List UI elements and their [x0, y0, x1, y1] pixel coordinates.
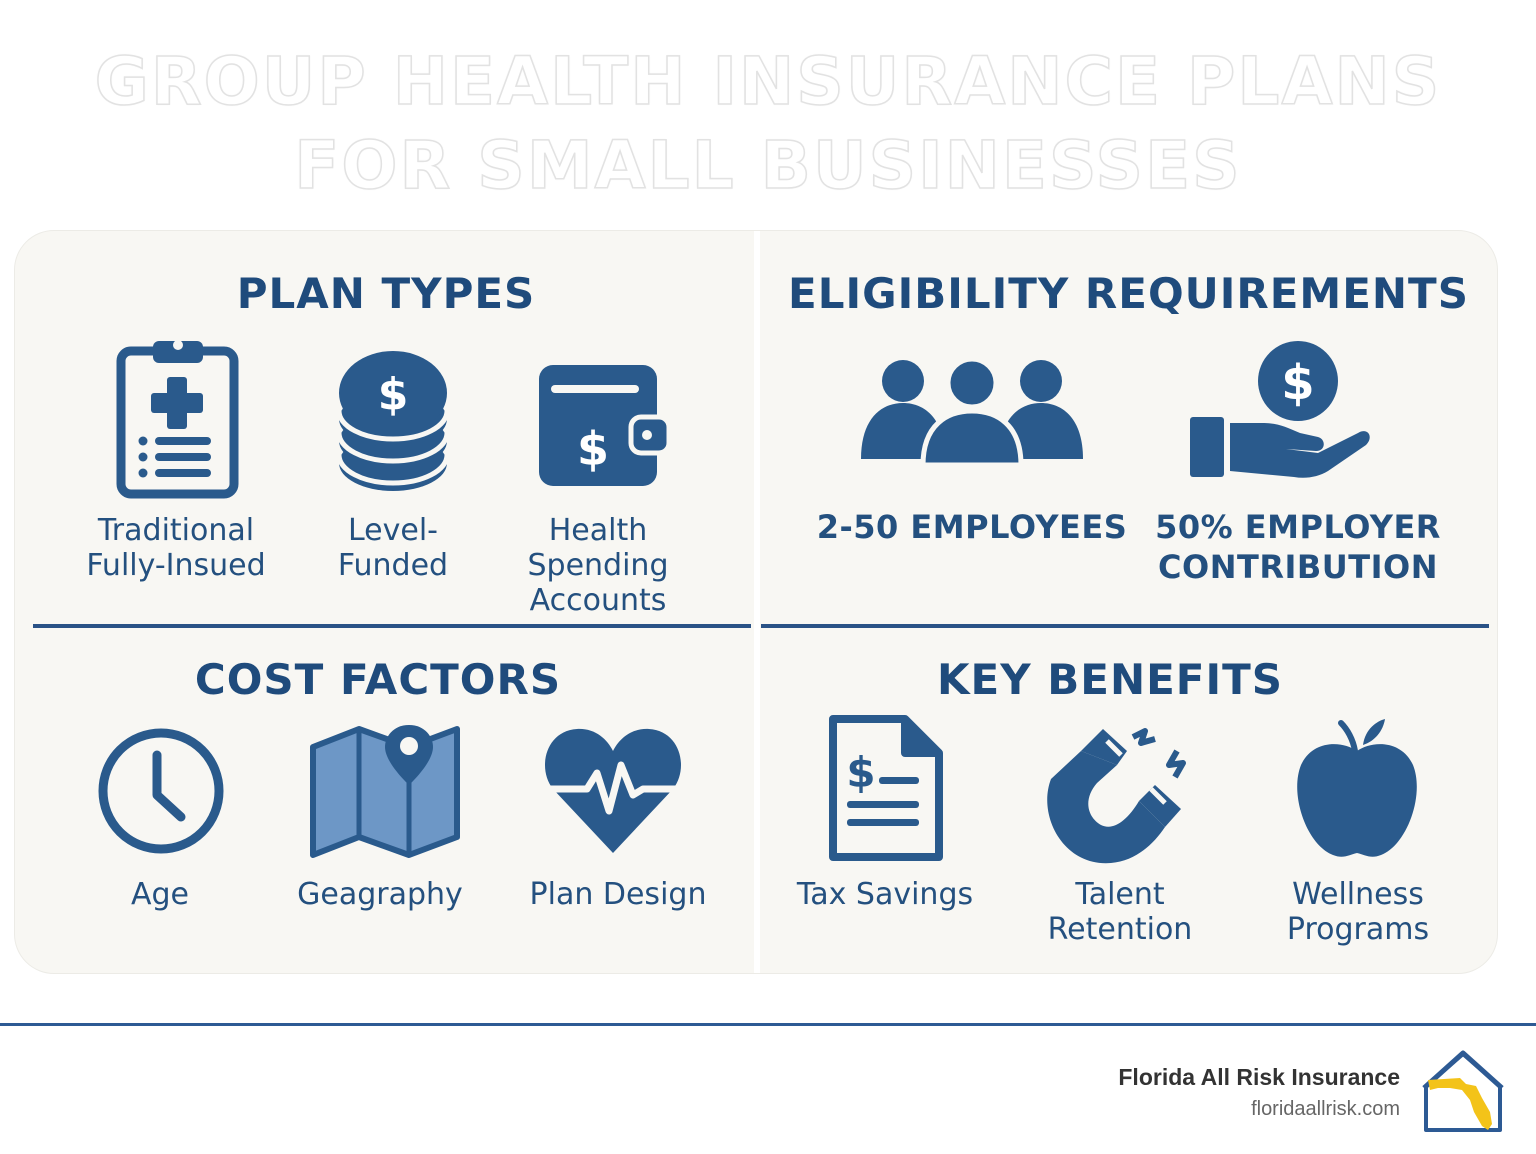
cost-factors-title: COST FACTORS [194, 655, 562, 704]
coin-stack-icon [337, 349, 449, 494]
info-card [14, 230, 1498, 974]
group-people-icon [861, 359, 1083, 467]
cost-factor-label-plan-design: Plan Design [529, 877, 707, 912]
clock-icon [97, 727, 225, 855]
wallet-icon [537, 363, 672, 488]
key-benefit-label-wellness: Wellness Programs [1286, 877, 1430, 947]
key-benefit-label-tax-savings: Tax Savings [796, 877, 974, 912]
section-divider-left [33, 624, 751, 628]
heart-pulse-icon [543, 725, 683, 855]
eligibility-title: ELIGIBILITY REQUIREMENTS [788, 269, 1469, 318]
footer-divider [0, 1023, 1536, 1026]
apple-icon [1295, 717, 1419, 861]
hand-coin-icon [1190, 341, 1372, 479]
map-pin-icon [309, 719, 461, 859]
house-florida-logo-icon [1420, 1050, 1506, 1134]
svg-text:$: $ [377, 369, 409, 420]
svg-text:$: $ [576, 422, 610, 476]
plan-type-label-level-funded: Level- Funded [337, 513, 449, 583]
plan-types-title: PLAN TYPES [236, 269, 536, 318]
key-benefits-title: KEY BENEFITS [936, 655, 1284, 704]
footer-company-name: Florida All Risk Insurance [1118, 1064, 1400, 1090]
plan-type-label-traditional: Traditional Fully-Insued [86, 513, 266, 583]
magnet-icon [1047, 729, 1193, 869]
svg-text:$: $ [846, 748, 876, 797]
section-divider-vertical [754, 231, 760, 973]
cost-factor-label-age: Age [130, 877, 190, 912]
tax-document-icon [823, 715, 943, 863]
plan-type-label-hsa: Health Spending Accounts [527, 513, 669, 618]
clipboard-medical-icon [115, 335, 240, 500]
cost-factor-label-geography: Geagraphy [297, 877, 463, 912]
page-title-line-2: FOR SMALL BUSINESSES [294, 127, 1242, 204]
page-title-line-1: GROUP HEALTH INSURANCE PLANS [94, 43, 1442, 120]
eligibility-label-contribution: 50% EMPLOYER CONTRIBUTION [1155, 508, 1441, 586]
footer-url[interactable]: floridaallrisk.com [1251, 1098, 1400, 1120]
eligibility-label-employees: 2-50 EMPLOYEES [816, 508, 1128, 546]
key-benefit-label-talent-retention: Talent Retention [1047, 877, 1193, 947]
svg-text:$: $ [1281, 355, 1315, 411]
page-title [0, 40, 1536, 208]
section-divider-right [761, 624, 1489, 628]
